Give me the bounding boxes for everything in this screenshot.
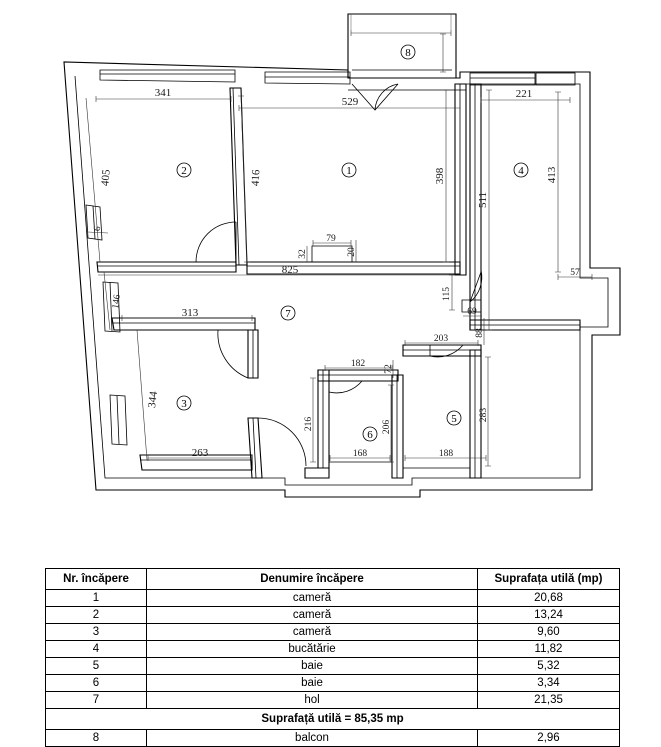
dim-room6-top: [325, 359, 392, 371]
room-marker-6: [363, 427, 377, 441]
dim-label: 283: [479, 407, 489, 423]
dim-label: 69: [467, 307, 477, 317]
cell-name: bucătărie: [147, 641, 478, 658]
room-marker-label: 2: [181, 165, 187, 177]
dim-label: 72: [384, 364, 394, 374]
header-name: Denumire încăpere: [147, 569, 478, 590]
total-label: Suprafață utilă = 85,35 mp: [46, 709, 620, 730]
room-marker-label: 8: [405, 47, 411, 59]
room-marker-5: [447, 411, 461, 425]
dim-room1-top: [239, 96, 460, 111]
dim-label: 344: [146, 390, 160, 409]
table-row: [46, 675, 620, 692]
dim-label: 88: [475, 328, 485, 338]
cell-number: 7: [46, 692, 147, 709]
room-marker-8: [401, 45, 415, 59]
dim-label: 6: [92, 225, 104, 232]
cell-name: hol: [147, 692, 478, 709]
room2-walls: [97, 88, 247, 272]
cell-name: cameră: [147, 624, 478, 641]
dim-room4-top: [481, 88, 570, 103]
table-body: [46, 590, 620, 747]
dim-room2-left: [86, 98, 113, 262]
room-marker-1: [342, 163, 356, 177]
room-marker-label: 4: [518, 165, 524, 177]
dim-left-jog: [88, 225, 108, 233]
dim-label: 115: [442, 287, 452, 301]
dim-label: 206: [382, 419, 392, 435]
table-row: [46, 730, 620, 747]
cell-number: 3: [46, 624, 147, 641]
cell-area: 5,32: [478, 658, 620, 675]
dim-niche-width: [313, 234, 351, 246]
cell-name: cameră: [147, 590, 478, 607]
room-marker-3: [177, 396, 191, 410]
dim-label: 341: [154, 87, 172, 99]
dim-label: 511: [477, 191, 489, 209]
dim-room5-top: [405, 334, 478, 346]
dim-label: 20: [347, 247, 357, 257]
cell-area: 2,96: [478, 730, 620, 747]
table-row: [46, 692, 620, 709]
room-table: [45, 568, 620, 747]
cell-area: 13,24: [478, 607, 620, 624]
dim-label: 203: [433, 334, 449, 344]
dim-room5-bottom: [405, 449, 486, 461]
room-marker-label: 5: [451, 413, 457, 425]
cell-name: baie: [147, 675, 478, 692]
cell-area: 3,34: [478, 675, 620, 692]
exterior-walls: [64, 62, 620, 497]
room-marker-label: 3: [181, 398, 187, 410]
dim-room4-left: [477, 90, 492, 330]
room-schedule-table: [45, 568, 616, 747]
dim-label: 216: [304, 416, 314, 432]
dim-label: 32: [298, 249, 308, 259]
table-row: [46, 658, 620, 675]
dim-room2-top: [96, 87, 231, 102]
cell-name: balcon: [147, 730, 478, 747]
dim-room4-right: [546, 92, 561, 272]
room-marker-label: 7: [285, 308, 291, 320]
cell-area: 21,35: [478, 692, 620, 709]
room-marker-label: 6: [367, 429, 373, 441]
dim-label: 825: [281, 264, 299, 276]
dim-label: 188: [438, 449, 454, 459]
dim-label: 79: [326, 234, 336, 244]
header-area: Suprafața utilă (mp): [478, 569, 620, 590]
table-total-row: [46, 709, 620, 730]
cell-area: 9,60: [478, 624, 620, 641]
table-row: [46, 607, 620, 624]
cell-number: 2: [46, 607, 147, 624]
balcony-outline: [348, 14, 456, 78]
room-marker-label: 1: [346, 165, 352, 177]
dim-left-mid: [104, 272, 123, 330]
dim-room3-left: [137, 330, 160, 460]
cell-area: 20,68: [478, 590, 620, 607]
cell-number: 8: [46, 730, 147, 747]
left-wall-detail: [86, 205, 127, 445]
dim-label: 413: [546, 166, 558, 184]
dim-room3-top: [122, 307, 252, 321]
dim-room3-bottom: [148, 447, 252, 461]
dim-hall-step2: [475, 318, 485, 345]
table-row: [46, 624, 620, 641]
dim-room1-right: [434, 90, 449, 262]
room-marker-7: [281, 306, 295, 320]
dim-label: 146: [111, 293, 123, 310]
table-header: [46, 569, 620, 590]
dim-label: 57: [570, 268, 580, 278]
cell-number: 1: [46, 590, 147, 607]
dim-label: 313: [181, 307, 199, 319]
dim-label: 263: [191, 447, 209, 459]
room-marker-4: [514, 163, 528, 177]
cell-number: 4: [46, 641, 147, 658]
balcony-dimensions: [351, 14, 451, 72]
dim-room6-left: [304, 378, 316, 462]
dim-label: 529: [341, 96, 359, 108]
cell-number: 6: [46, 675, 147, 692]
dim-room2-right: [238, 96, 262, 262]
header-number: Nr. încăpere: [46, 569, 147, 590]
table-row: [46, 641, 620, 658]
dim-label: 221: [515, 88, 533, 100]
cell-number: 5: [46, 658, 147, 675]
dim-label: 405: [99, 168, 113, 187]
cell-area: 11,82: [478, 641, 620, 658]
dim-label: 168: [352, 449, 368, 459]
dim-room6-bottom: [330, 449, 390, 461]
dim-label: 416: [249, 169, 263, 187]
room3-walls: [112, 318, 306, 478]
table-header-row: [46, 569, 620, 590]
cell-name: baie: [147, 658, 478, 675]
dim-niche-depth: [298, 246, 308, 262]
dim-hall-right: [442, 275, 455, 310]
cell-name: cameră: [147, 607, 478, 624]
table-row: [46, 590, 620, 607]
dim-label: 182: [350, 359, 366, 369]
room-marker-2: [177, 163, 191, 177]
dim-label: 398: [434, 167, 446, 185]
